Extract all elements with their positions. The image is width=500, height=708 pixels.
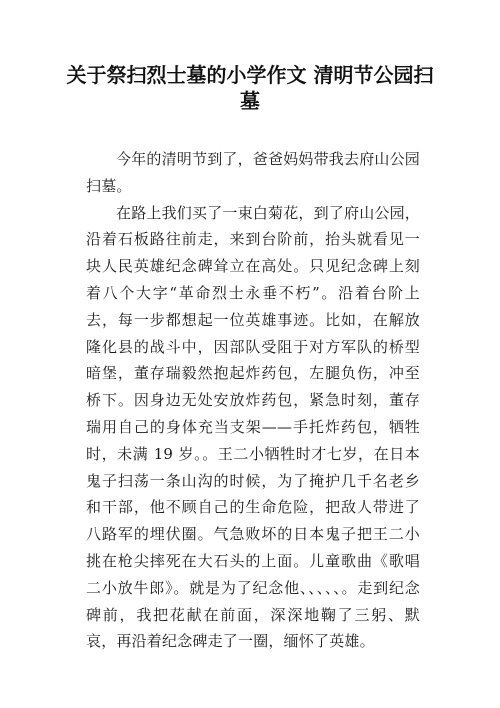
document-body: [86, 146, 420, 655]
paragraph-intro: 今年的清明节到了，爸爸妈妈带我去府山公园扫墓。: [86, 150, 421, 195]
document-title: 关于祭扫烈士墓的小学作文 清明节公园扫墓: [66, 63, 434, 113]
paragraph-main: 在路上我们买了一束白菊花，到了府山公园，沿着石板路往前走，来到台阶前，抬头就看见一块人民英雄纪念碑耸立在高处。只见纪念碑上刻着八个大字“革命烈士永垂不朽”。沿着台阶上去，每一步都想起一位英雄事迹。比如，在解放隆化县的战斗中，因部队受阻于对方军队的桥型暗堡，董存瑞毅然抱起炸药包，左腿负伤，冲至桥下。因身边无处安放炸药包，紧急时刻，董存瑞用自己的身体充当支架——手托炸药包，牺牲时，未满 19 岁。。王二小牺牲时才七岁，在日本鬼子扫荡一条山沟的时候，为了掩护几千名老乡和干部，他不顾自己的生命危险，把敌人带进了八路军的埋伏圈。气急败坏的日本鬼子把王二小挑在枪尖摔死在大石头的上面。儿童歌曲《歌唱二小放牛郎》。就是为了纪念他、、、、、。走到纪念碑前，我把花献在前面，深深地鞠了三躬、默哀，再沿着纪念碑走了一圈，缅怀了英雄。: [86, 203, 421, 651]
